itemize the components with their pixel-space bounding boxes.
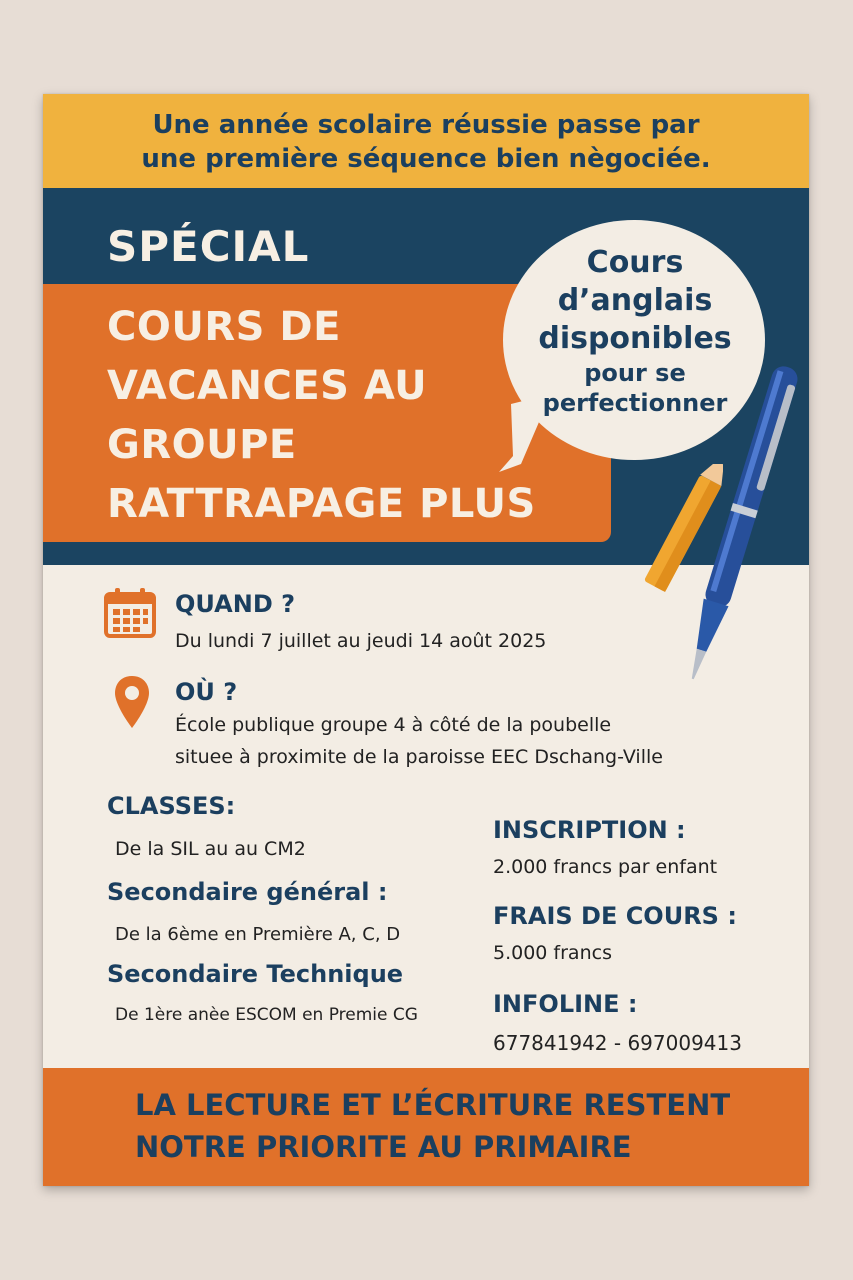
secondary-technical-label: Secondaire Technique [107, 960, 404, 988]
headline-line-1: COURS DE [107, 304, 341, 350]
secondary-general-value: De la 6ème en Première A, C, D [115, 924, 401, 945]
slogan-line-1: Une année scolaire réussie passe par [152, 110, 700, 140]
bubble-line-4: pour se [584, 359, 686, 387]
footer-text [135, 1084, 795, 1168]
where-label: OÙ ? [175, 678, 238, 706]
when-value: Du lundi 7 juillet au jeudi 14 août 2025 [175, 630, 547, 652]
infoline-label: INFOLINE : [493, 990, 638, 1018]
slogan [43, 108, 809, 176]
secondary-technical-value: De 1ère anèe ESCOM en Premie CG [115, 1005, 418, 1025]
bubble-line-2: d’anglais [557, 283, 713, 318]
fees-value: 5.000 francs [493, 942, 612, 964]
pen-icon [679, 356, 799, 706]
secondary-general-label: Secondaire général : [107, 878, 388, 906]
classes-primary: De la SIL au au CM2 [115, 838, 306, 860]
bubble-line-5: perfectionner [542, 389, 728, 417]
inscription-value: 2.000 francs par enfant [493, 856, 718, 878]
infoline-value: 677841942 - 697009413 [493, 1031, 742, 1055]
calendar-icon [103, 588, 157, 638]
headline-line-2: VACANCES AU [107, 363, 428, 409]
footer-line-1: LA LECTURE ET L’ÉCRITURE RESTENT [135, 1088, 731, 1122]
flyer [43, 94, 809, 1186]
fees-label: FRAIS DE COURS : [493, 902, 737, 930]
headline-line-4: RATTRAPAGE PLUS [107, 481, 536, 527]
headline-line-3: GROUPE [107, 422, 297, 468]
special-label: SPÉCIAL [107, 222, 310, 271]
footer-line-2: NOTRE PRIORITE AU PRIMAIRE [135, 1130, 632, 1164]
location-pin-icon [113, 674, 151, 730]
bubble-line-3: disponibles [538, 321, 732, 356]
when-label: QUAND ? [175, 590, 296, 618]
inscription-label: INSCRIPTION : [493, 816, 686, 844]
slogan-line-2: une première séquence bien nègociée. [141, 144, 711, 174]
where-line-1: École publique groupe 4 à côté de la poubelle [175, 714, 612, 736]
bubble-line-1: Cours [586, 245, 684, 280]
classes-label: CLASSES: [107, 792, 236, 820]
where-line-2: situee à proximite de la paroisse EEC Dschang-Ville [175, 746, 663, 768]
